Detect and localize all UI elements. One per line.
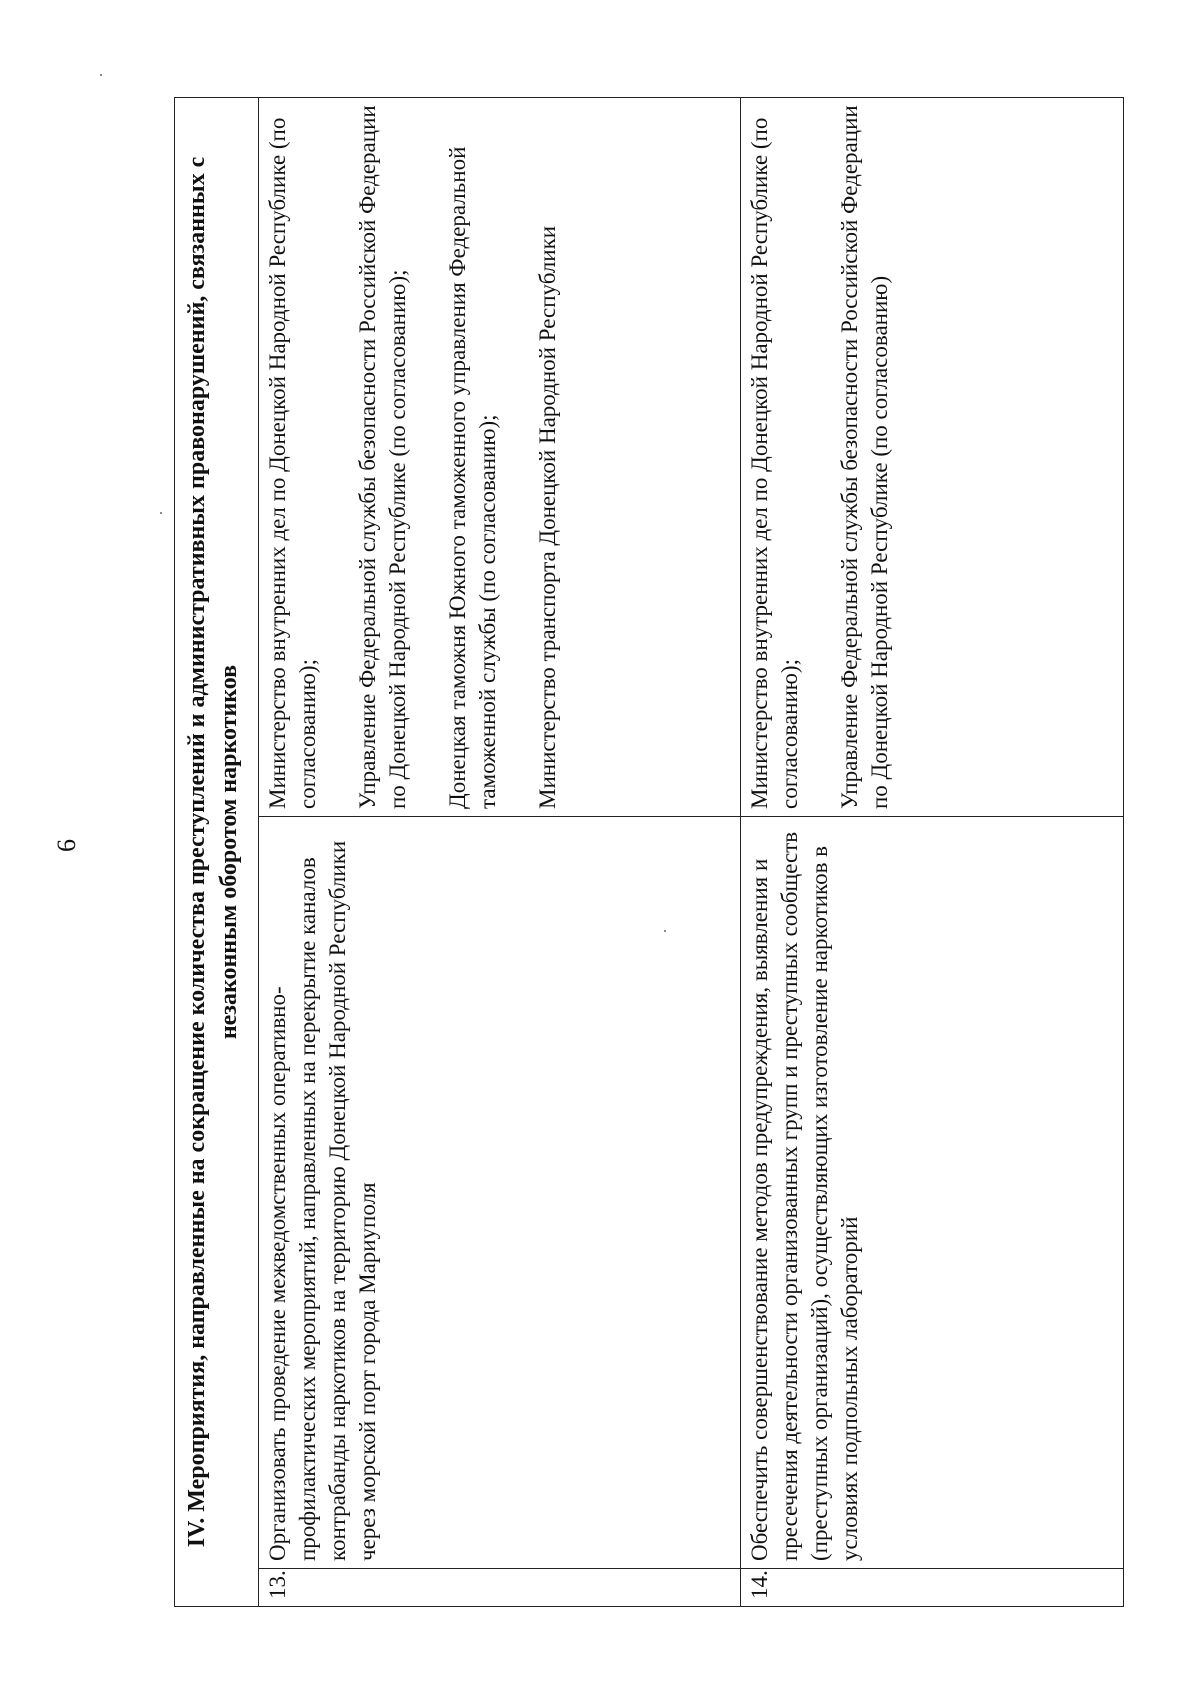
task-text: Обеспечить совершенствование методов предупреждения, выявления и пресечения деятельности организованных групп и преступных сообществ (преступных организаций), осуществляющих изготовление наркотиков в условиях подпольных лабораторий: [741, 817, 1124, 1569]
responsible-cell: [741, 98, 1124, 817]
responsible-entry: Министерство внутренних дел по Донецкой Народной Республике (по согласованию);: [265, 117, 320, 809]
section-title: IV. Мероприятия, направленные на сокращение количества преступлений и административных правонарушений, связанных с незаконным оборотом наркотиков: [175, 98, 259, 1607]
page-number: 6: [52, 839, 81, 852]
row-number: 14.: [741, 1569, 1124, 1607]
section-header-row: [175, 98, 259, 1607]
task-text: Организовать проведение межведомственных оперативно-профилактических мероприятий, направленных на перекрытие каналов контрабанды наркотиков на территорию Донецкой Народной Республики через морской порт города Мариуполя: [259, 817, 741, 1569]
responsible-entry: Управление Федеральной службы безопасности Российской Федерации по Донецкой Народной Республике (по согласованию): [837, 105, 892, 809]
row-number: 13.: [259, 1569, 741, 1607]
table-row: [259, 98, 741, 1607]
responsible-cell: [259, 98, 741, 817]
rotated-table-sheet: [174, 97, 1124, 1607]
scan-speck: [160, 512, 162, 514]
responsible-entry: Управление Федеральной службы безопасности Российской Федерации по Донецкой Народной Республике (по согласованию);: [355, 105, 410, 809]
scan-speck: [100, 74, 102, 76]
responsible-entry: Министерство транспорта Донецкой Народной Республики: [535, 225, 560, 809]
responsible-entry: Министерство внутренних дел по Донецкой Народной Республике (по согласованию);: [747, 117, 802, 809]
table-row: [741, 98, 1124, 1607]
measures-table: [174, 97, 1124, 1607]
responsible-entry: Донецкая таможня Южного таможенного управления Федеральной таможенной службы (по согласованию);: [445, 146, 500, 809]
